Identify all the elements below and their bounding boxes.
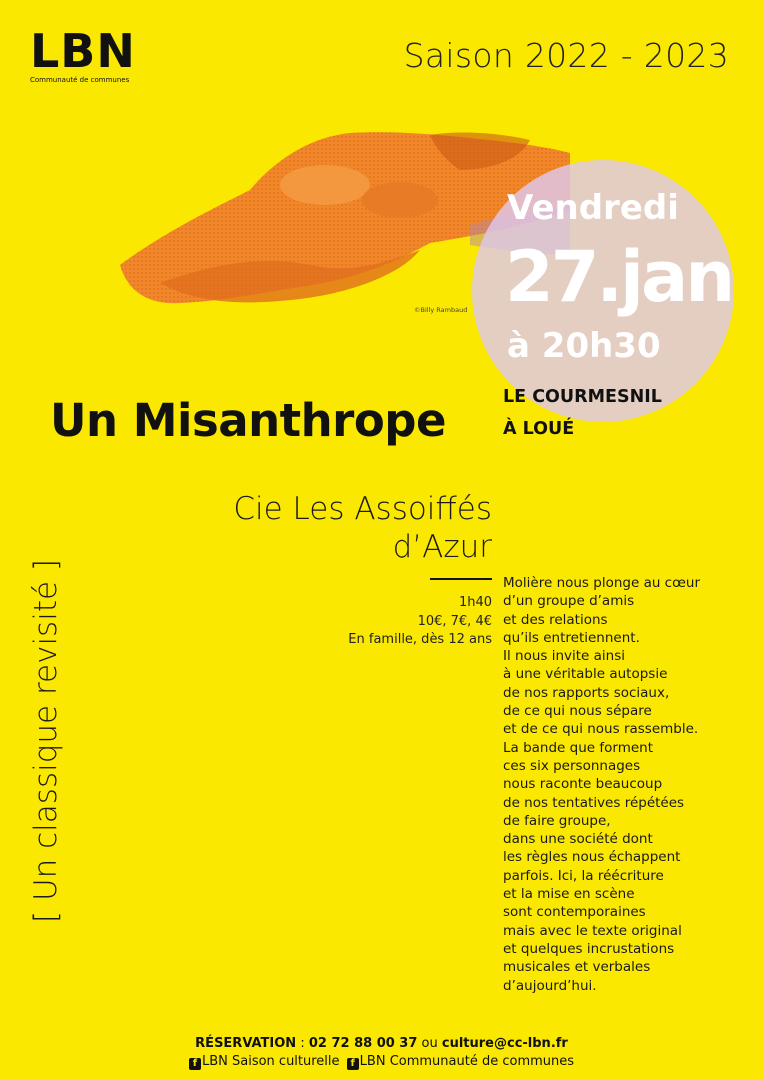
show-infos [348, 594, 492, 650]
divider [430, 578, 492, 580]
show-title: Un Misanthrope [50, 394, 447, 447]
reservation-separator: : [296, 1036, 309, 1051]
description-line: mais avec le texte original [503, 922, 682, 939]
venue-town-prefix: À [503, 419, 523, 439]
description [503, 574, 700, 995]
description-line: les règles nous échappent [503, 849, 681, 866]
date-day: Vendredi [507, 188, 679, 228]
description-line: qu’ils entretiennent. [503, 629, 640, 646]
logo-subtitle: Communauté de communes [30, 76, 130, 84]
description-line: de nos tentatives répétées [503, 794, 685, 811]
footer [0, 1035, 763, 1071]
description-line: nous raconte beaucoup [503, 776, 663, 793]
reservation-email[interactable]: culture@cc-lbn.fr [441, 1036, 568, 1051]
lbn-logo [30, 24, 150, 84]
description-line: Il nous invite ainsi [503, 648, 626, 665]
prices: 10€, 7€, 4€ [417, 613, 492, 629]
description-line: de ce qui nous sépare [503, 703, 652, 720]
photo-credit: ©Billy Rambaud [414, 306, 468, 314]
reservation-phone[interactable]: 02 72 88 00 37 [308, 1036, 418, 1051]
duration: 1h40 [458, 595, 492, 610]
facebook-link-2[interactable]: LBN Communauté de communes [359, 1054, 575, 1069]
reservation-line [0, 1035, 763, 1053]
reservation-or: ou [417, 1036, 442, 1051]
company-line-2: d’Azur [392, 529, 492, 565]
description-line: musicales et verbales [503, 959, 651, 976]
description-line: parfois. Ici, la réécriture [503, 867, 664, 884]
description-line: de faire groupe, [503, 812, 611, 829]
description-line: et des relations [503, 611, 608, 628]
description-line: et la mise en scène [503, 886, 635, 903]
description-line: sont contemporaines [503, 904, 646, 921]
social-line [0, 1053, 763, 1071]
venue-town-line [503, 413, 662, 445]
description-line: ces six personnages [503, 757, 641, 774]
facebook-link-1[interactable]: LBN Saison culturelle [201, 1054, 340, 1069]
description-line: à une véritable autopsie [503, 666, 668, 683]
facebook-icon: f [347, 1058, 359, 1070]
category-label: [ Un classique revisité ] [28, 559, 64, 923]
company-name [233, 490, 492, 566]
description-line: de nos rapports sociaux, [503, 684, 670, 701]
season-label: Saison 2022 - 2023 [403, 36, 729, 75]
audience: En famille, dès 12 ans [348, 632, 492, 647]
date-time: à 20h30 [507, 326, 661, 366]
description-line: La bande que forment [503, 739, 654, 756]
venue-place: LE COURMESNIL [503, 387, 662, 407]
description-line: dans une société dont [503, 831, 653, 848]
description-line: et de ce qui nous rassemble. [503, 721, 699, 738]
description-line: et quelques incrustations [503, 940, 675, 957]
description-line: d’aujourd’hui. [503, 977, 597, 994]
description-line: d’un groupe d’amis [503, 593, 635, 610]
venue-town: LOUÉ [522, 419, 575, 439]
logo-mark: LBN [30, 24, 136, 78]
facebook-icon: f [189, 1058, 201, 1070]
description-line: Molière nous plonge au cœur [503, 575, 701, 591]
date-number: 27.jan [505, 236, 733, 318]
venue [503, 381, 662, 445]
reservation-label: RÉSERVATION [195, 1036, 297, 1051]
company-line-1: Cie Les Assoiffés [233, 491, 492, 527]
